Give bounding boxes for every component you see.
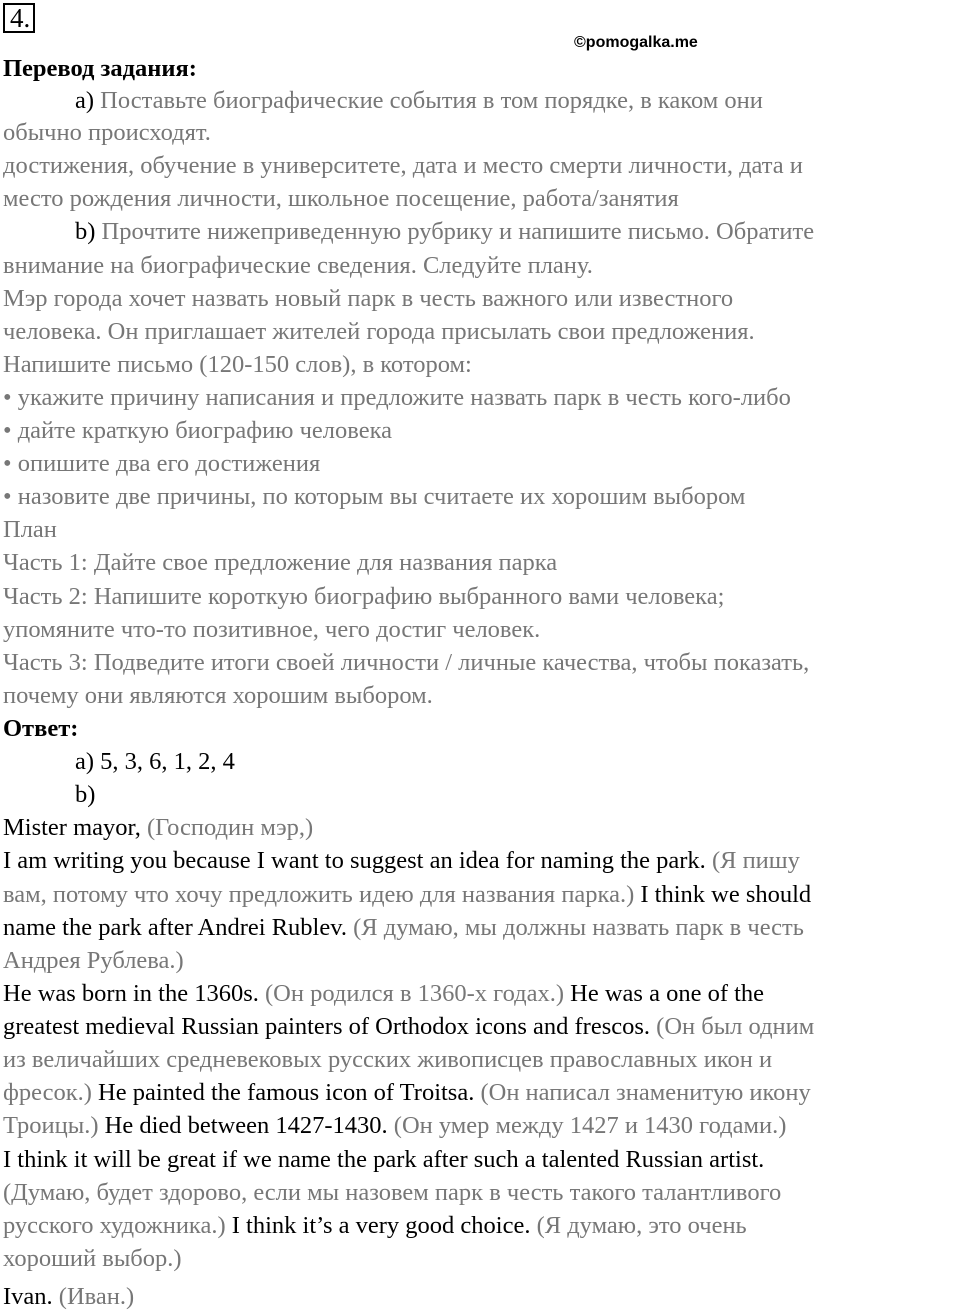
- item-a-marker: a): [75, 87, 95, 114]
- plan-part1: Часть 1: Дайте свое предложение для названия парка: [3, 549, 558, 576]
- bullet-item: • укажите причину написания и предложите назвать парк в честь кого-либо: [3, 384, 791, 411]
- letter-english: name the park after Andrei Rublev.: [3, 914, 354, 941]
- letter-line: из величайших средневековых русских живописцев православных икон и: [3, 1046, 773, 1073]
- letter-line: [3, 880, 811, 910]
- letter-english: He was a one of the: [564, 980, 765, 1007]
- item-b-line2: внимание на биографические сведения. Следуйте плану.: [3, 252, 593, 279]
- bullet-item: • дайте краткую биографию человека: [3, 417, 392, 444]
- letter-russian: (Он написал знаменитую икону: [480, 1079, 811, 1106]
- letter-signature: [3, 1282, 134, 1312]
- letter-english: Mister mayor,: [3, 814, 147, 841]
- letter-russian: вам, потому что хочу предложить идею для названия парка.): [3, 881, 635, 908]
- letter-russian: (Я думаю, мы должны назвать парк в честь: [353, 914, 804, 941]
- letter-english: greatest medieval Russian painters of Orthodox icons and frescos.: [3, 1013, 657, 1040]
- events-line2: место рождения личности, школьное посещение, работа/занятия: [3, 185, 679, 212]
- letter-line: [3, 813, 313, 843]
- letter-english: Ivan.: [3, 1283, 59, 1310]
- letter-line: [3, 1012, 814, 1042]
- rubric-line1: Мэр города хочет назвать новый парк в честь важного или известного: [3, 285, 734, 312]
- rubric-line3: Напишите письмо (120-150 слов), в котором:: [3, 351, 472, 378]
- translation-heading: Перевод задания:: [3, 55, 197, 82]
- letter-line: хороший выбор.): [3, 1245, 182, 1272]
- plan-part2-line2: упомяните что-то позитивное, чего достиг человек.: [3, 616, 541, 643]
- letter-english: He painted the famous icon of Troitsa.: [91, 1079, 481, 1106]
- bullet-item: • назовите две причины, по которым вы считаете их хорошим выбором: [3, 483, 746, 510]
- bullet-item: • опишите два его достижения: [3, 450, 321, 477]
- item-a-line1: [75, 86, 763, 116]
- letter-line: [3, 1111, 786, 1141]
- letter-russian: русского художника.): [3, 1212, 226, 1239]
- letter-line: [3, 913, 804, 943]
- letter-english: He died between 1427-1430.: [98, 1112, 394, 1139]
- plan-part3-line1: Часть 3: Подведите итоги своей личности / личные качества, чтобы показать,: [3, 649, 810, 676]
- item-b-text: Прочтите нижеприведенную рубрику и напишите письмо. Обратите: [101, 218, 815, 245]
- letter-russian: фресок.): [3, 1079, 92, 1106]
- task-number: 4.: [10, 3, 31, 33]
- letter-russian: Троицы.): [3, 1112, 99, 1139]
- item-a-text: Поставьте биографические события в том порядке, в каком они: [100, 87, 763, 114]
- letter-line: [3, 1211, 747, 1241]
- watermark: ©pomogalka.me: [574, 34, 698, 51]
- letter-russian: (Я пишу: [711, 847, 800, 874]
- letter-russian: (Я думаю, это очень: [536, 1212, 747, 1239]
- letter-line: [3, 979, 764, 1009]
- answer-heading: Ответ:: [3, 715, 79, 742]
- item-b-line1: [75, 217, 814, 247]
- answer-a: a) 5, 3, 6, 1, 2, 4: [75, 748, 235, 775]
- letter-russian: (Иван.): [58, 1283, 135, 1310]
- letter-russian: (Господин мэр,): [146, 814, 314, 841]
- letter-russian: (Он умер между 1427 и 1430 годами.): [393, 1112, 787, 1139]
- plan-part2-line1: Часть 2: Напишите короткую биографию выбранного вами человека;: [3, 583, 725, 610]
- plan-title: План: [3, 516, 57, 543]
- letter-english: He was born in the 1360s.: [3, 980, 265, 1007]
- letter-english: I think it’s a very good choice.: [225, 1212, 537, 1239]
- letter-english: I think we should: [634, 881, 812, 908]
- events-line1: достижения, обучение в университете, дата и место смерти личности, дата и: [3, 152, 803, 179]
- letter-russian: (Он был одним: [656, 1013, 815, 1040]
- rubric-line2: человека. Он приглашает жителей города присылать свои предложения.: [3, 318, 755, 345]
- task-number-box: [3, 3, 35, 33]
- letter-line: [3, 846, 800, 876]
- letter-russian: (Он родился в 1360-х годах.): [264, 980, 565, 1007]
- letter-line: Андрея Рублева.): [3, 947, 184, 974]
- plan-part3-line2: почему они являются хорошим выбором.: [3, 682, 433, 709]
- item-b-marker: b): [75, 218, 96, 245]
- item-a-line2: обычно происходят.: [3, 119, 211, 146]
- answer-b-marker: b): [75, 781, 96, 808]
- letter-english: I am writing you because I want to suggest an idea for naming the park.: [3, 847, 712, 874]
- letter-line: (Думаю, будет здорово, если мы назовем парк в честь такого талантливого: [3, 1179, 782, 1206]
- letter-line: [3, 1078, 811, 1108]
- letter-line: I think it will be great if we name the park after such a talented Russian artist.: [3, 1146, 765, 1173]
